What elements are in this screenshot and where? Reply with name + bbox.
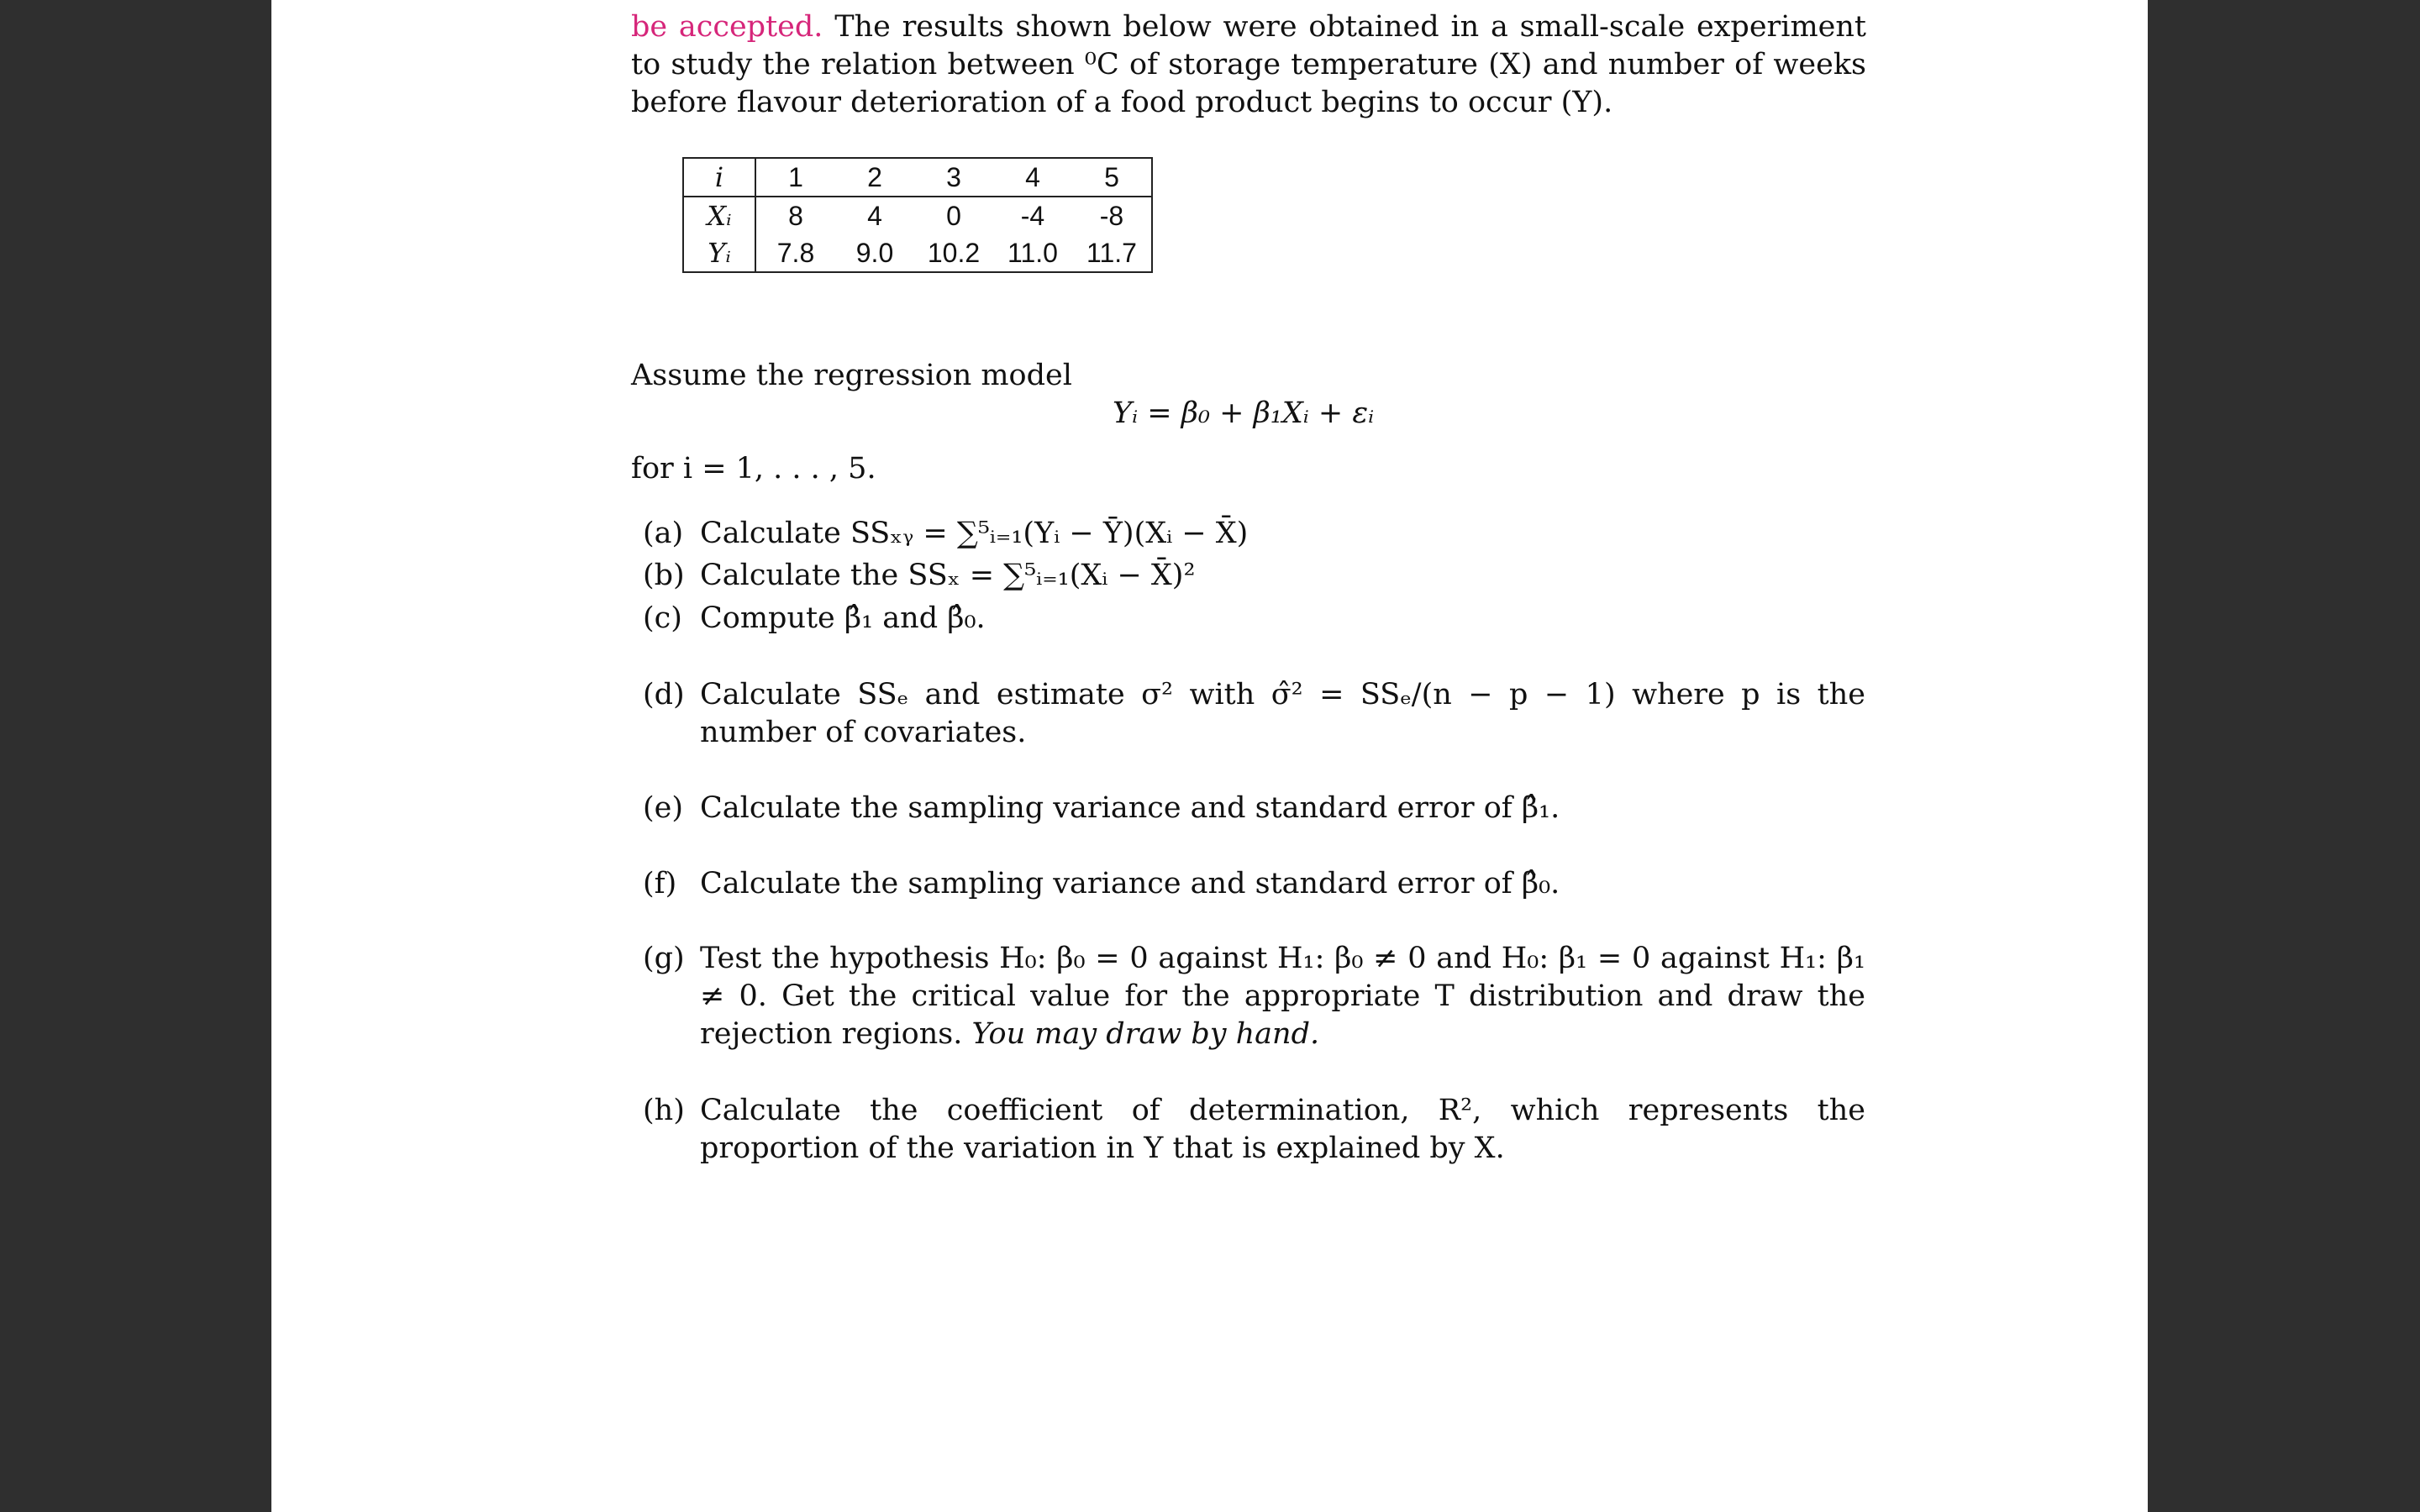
question-text: Calculate the SSₓ = ∑⁵ᵢ₌₁(Xᵢ − X̄)² — [700, 559, 1196, 592]
row-label-y: Yᵢ — [683, 234, 755, 272]
question-label: (g) — [643, 942, 685, 975]
question-label: (d) — [643, 678, 685, 711]
question-text: Calculate SSₓᵧ = ∑⁵ᵢ₌₁(Yᵢ − Ȳ)(Xᵢ − X̄) — [700, 517, 1249, 550]
question-label: (e) — [643, 791, 684, 825]
question-text: Test the hypothesis H₀: β₀ = 0 against H₁: β₀ ≠ 0 and H₀: β₁ = 0 against H₁: β₁ ≠ 0. Get the critical value for the appropriate T distribution and draw the rejection regions. — [700, 942, 1865, 1051]
question-label: (c) — [643, 601, 682, 635]
cell-i-4: 4 — [993, 158, 1072, 197]
question-text: Compute β̂₁ and β̂₀. — [700, 601, 986, 635]
table-row-x — [683, 197, 1152, 234]
question-label: (a) — [643, 517, 684, 550]
index-range: for i = 1, . . . , 5. — [631, 452, 876, 486]
row-label-i: i — [683, 158, 755, 197]
cell-y-2: 9.0 — [855, 237, 894, 268]
question-note: You may draw by hand. — [962, 1017, 1320, 1051]
data-table — [682, 157, 1153, 273]
question-text-wrap — [700, 940, 1865, 1053]
cell-i-2: 2 — [835, 158, 914, 197]
intro-highlight: be accepted. — [631, 10, 823, 44]
table-row-y — [683, 234, 1152, 272]
cell-x-3: 0 — [946, 200, 961, 231]
table-row-i — [683, 158, 1152, 197]
row-label-x: Xᵢ — [683, 197, 755, 234]
cell-i-3: 3 — [914, 158, 993, 197]
question-text: Calculate the sampling variance and standard error of β̂₀. — [700, 867, 1560, 900]
intro-paragraph — [631, 8, 1866, 122]
cell-x-2: 4 — [867, 200, 882, 231]
cell-x-4: -4 — [1020, 200, 1045, 231]
cell-i-5: 5 — [1072, 158, 1152, 197]
question-label: (b) — [643, 559, 685, 592]
cell-i-1: 1 — [755, 158, 835, 197]
cell-y-3: 10.2 — [927, 237, 981, 268]
model-intro: Assume the regression model — [631, 359, 1072, 392]
question-label: (h) — [643, 1094, 685, 1127]
cell-y-4: 11.0 — [1007, 237, 1058, 268]
question-text: Calculate SSₑ and estimate σ² with σ̂² = SSₑ/(n − p − 1) where p is the number of covariates. — [700, 678, 1865, 749]
cell-x-5: -8 — [1099, 200, 1124, 231]
cell-y-1: 7.8 — [776, 237, 815, 268]
document-page — [271, 0, 2148, 1512]
cell-y-5: 11.7 — [1086, 237, 1137, 268]
intro-text: The results shown below were obtained in a small-scale experiment to study the relation between ⁰C of storage temperature (X) and number of weeks before flavour deterioration of a food product begins to occur (Y). — [631, 10, 1866, 119]
model-equation: Yᵢ = β₀ + β₁Xᵢ + εᵢ — [1113, 396, 1375, 430]
question-label: (f) — [643, 867, 677, 900]
cell-x-1: 8 — [788, 200, 803, 231]
question-text: Calculate the sampling variance and standard error of β̂₁. — [700, 791, 1560, 825]
question-text: Calculate the coefficient of determination, R², which represents the proportion of the variation in Y that is explained by X. — [700, 1094, 1865, 1165]
